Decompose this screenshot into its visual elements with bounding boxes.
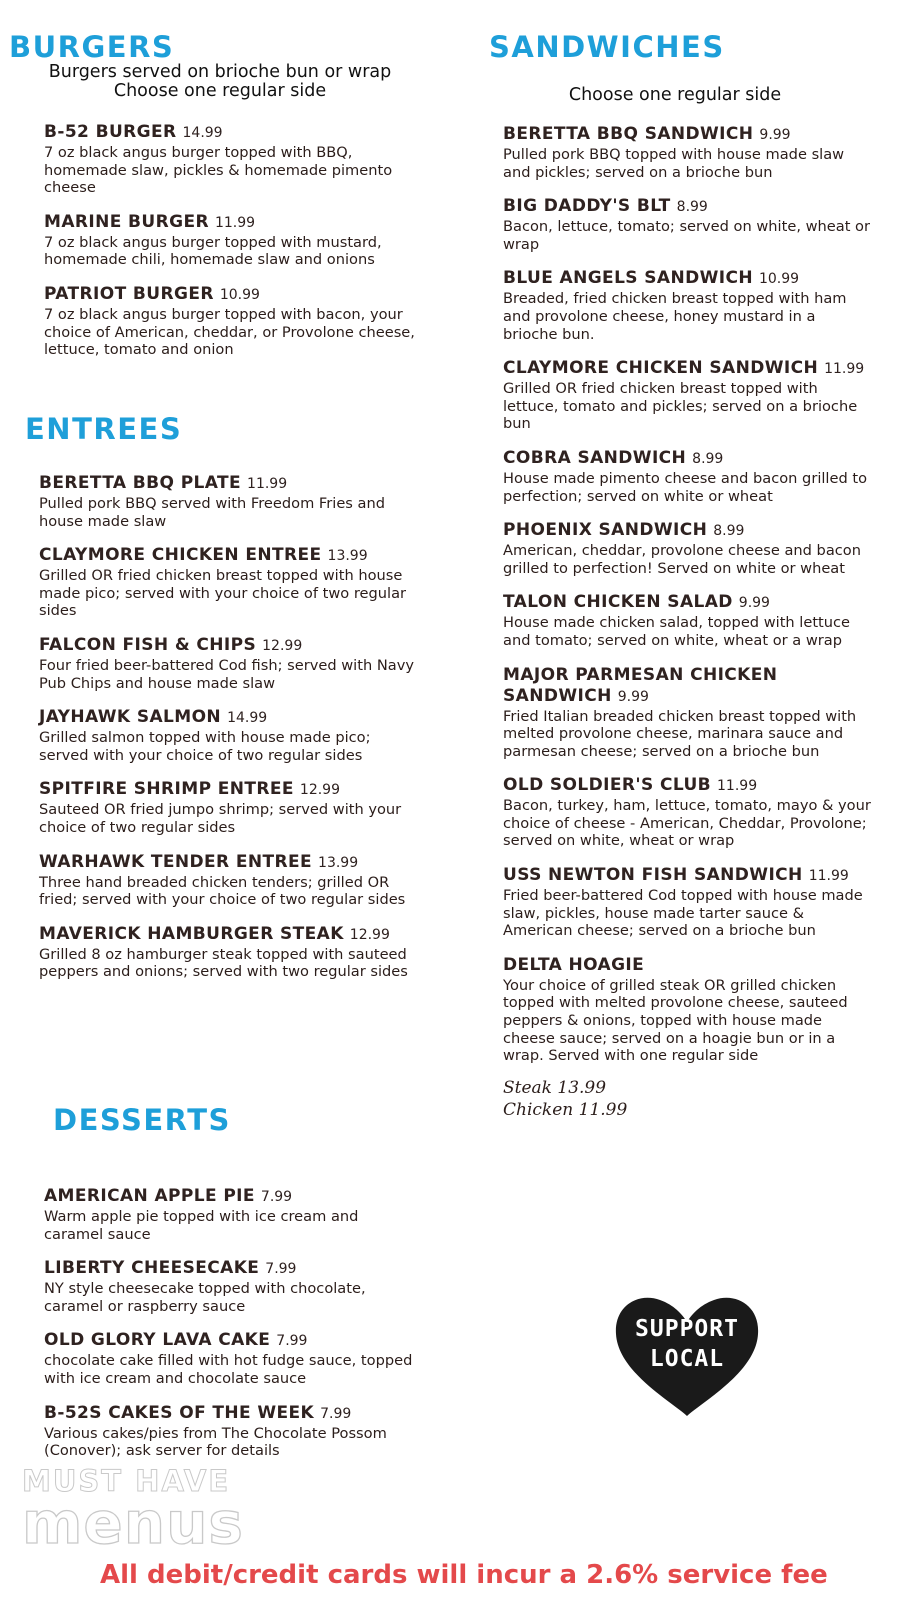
menu-item-description: Fried beer-battered Cod topped with house made slaw, pickles, house made tarter sauce & American cheese; served on a brioche bun bbox=[503, 887, 863, 940]
menu-item-header bbox=[39, 779, 419, 801]
menu-item-description: Grilled OR fried chicken breast topped with lettuce, tomato and pickles; served on a brioche bun bbox=[503, 380, 858, 433]
burgers-subtitle-1: Burgers served on brioche bun or wrap bbox=[48, 62, 392, 82]
menu-item bbox=[503, 592, 873, 649]
menu-item-price: 11.99 bbox=[808, 868, 849, 885]
menu-item-price: 7.99 bbox=[265, 1261, 297, 1278]
menu-item-description: Four fried beer-battered Cod fish; served with Navy Pub Chips and house made slaw bbox=[39, 656, 414, 692]
desserts-title: DESSERTS bbox=[53, 1103, 231, 1137]
menu-item-description: Warm apple pie topped with ice cream and caramel sauce bbox=[44, 1208, 359, 1243]
menu-item-description: 7 oz black angus burger topped with mustard, homemade chili, homemade slaw and onions bbox=[44, 233, 382, 269]
menu-item-name: B-52 BURGER bbox=[44, 122, 177, 142]
menu-item bbox=[503, 520, 873, 577]
menu-item-description: Pulled pork BBQ topped with house made slaw and pickles; served on a brioche bun bbox=[503, 146, 845, 181]
menu-item bbox=[44, 1330, 419, 1387]
watermark-bottom: menus bbox=[22, 1489, 244, 1557]
menu-item-price: 8.99 bbox=[713, 523, 745, 540]
menu-item bbox=[39, 924, 419, 981]
menu-item bbox=[44, 1258, 419, 1315]
menu-item-name: WARHAWK TENDER ENTREE bbox=[39, 851, 313, 872]
menu-item-header bbox=[503, 448, 873, 470]
watermark-top: MUST HAVE bbox=[22, 1464, 231, 1498]
menu-item-description: Your choice of grilled steak OR grilled chicken topped with melted provolone cheese, sauteed peppers & onions, topped with house made cheese sauce; served on a hoagie bun or in a wrap. Served with one regular side bbox=[503, 976, 848, 1065]
menu-item bbox=[44, 284, 416, 359]
menu-item-name: BERETTA BBQ PLATE bbox=[39, 473, 242, 493]
menu-item-name: BERETTA BBQ SANDWICH bbox=[503, 124, 754, 144]
menu-item-price: 11.99 bbox=[824, 361, 865, 378]
menu-item-description: House made pimento cheese and bacon grilled to perfection; served on white or wheat bbox=[503, 469, 868, 505]
menu-item bbox=[503, 865, 873, 940]
menu-item-header bbox=[39, 473, 419, 495]
menu-item-header bbox=[503, 665, 873, 708]
menu-item bbox=[503, 775, 873, 850]
menu-item-header bbox=[44, 122, 416, 144]
menu-item bbox=[44, 122, 416, 197]
menu-item-name: OLD SOLDIER'S CLUB bbox=[503, 775, 712, 796]
menu-item-description: Grilled salmon topped with house made pico; served with your choice of two regular sides bbox=[39, 729, 371, 764]
menu-item-description: Grilled 8 oz hamburger steak topped with sauteed peppers and onions; served with two regular sides bbox=[39, 945, 408, 981]
menu-item-description: chocolate cake filled with hot fudge sauce, topped with ice cream and chocolate sauce bbox=[44, 1352, 413, 1387]
menu-item bbox=[39, 473, 419, 530]
menu-item-header bbox=[503, 196, 873, 218]
menu-item-name: CLAYMORE CHICKEN SANDWICH bbox=[503, 358, 819, 379]
menu-item-name: MARINE BURGER bbox=[44, 211, 209, 232]
menu-item-header bbox=[39, 545, 419, 567]
menu-item-name: LIBERTY CHEESECAKE bbox=[44, 1258, 260, 1279]
menu-item-description: 7 oz black angus burger topped with BBQ, homemade slaw, pickles & homemade pimento cheese bbox=[44, 144, 393, 197]
menu-item bbox=[503, 358, 873, 433]
menu-item-header bbox=[44, 284, 416, 306]
menu-item-header bbox=[39, 924, 419, 946]
menu-item-price: 9.99 bbox=[617, 688, 649, 705]
menu-item-name: BLUE ANGELS SANDWICH bbox=[503, 268, 753, 289]
sandwiches-subtitle: Choose one regular side bbox=[568, 85, 782, 105]
menu-item-description: Sauteed OR fried jumpo shrimp; served with your choice of two regular sides bbox=[39, 801, 402, 836]
menu-item bbox=[503, 124, 873, 181]
menu-item-name: TALON CHICKEN SALAD bbox=[503, 592, 733, 613]
menu-item-header bbox=[44, 1258, 419, 1280]
menu-item-price: 11.99 bbox=[247, 476, 288, 492]
menu-item bbox=[503, 196, 873, 253]
menu-item-description: 7 oz black angus burger topped with bacon, your choice of American, cheddar, or Provolone cheese, lettuce, tomato and onion bbox=[44, 305, 415, 359]
delta-chicken-price: Chicken 11.99 bbox=[503, 1100, 628, 1120]
menu-item-header bbox=[44, 1186, 419, 1208]
menu-item-price: 11.99 bbox=[214, 214, 256, 231]
sandwiches-list bbox=[503, 124, 873, 1080]
menu-item bbox=[503, 665, 873, 761]
menu-item-price: 13.99 bbox=[327, 548, 368, 565]
menu-item-header bbox=[44, 212, 416, 234]
menu-item bbox=[39, 852, 419, 909]
menu-item-price: 10.99 bbox=[219, 286, 260, 303]
menu-item bbox=[39, 545, 419, 620]
menu-item-price: 12.99 bbox=[299, 782, 341, 799]
menu-item-price: 9.99 bbox=[738, 595, 770, 612]
sandwiches-title: SANDWICHES bbox=[489, 30, 725, 64]
menu-item bbox=[503, 955, 873, 1065]
menu-item-header bbox=[503, 520, 873, 542]
menu-item-name: DELTA HOAGIE bbox=[503, 954, 645, 975]
menu-item-name: SPITFIRE SHRIMP ENTREE bbox=[39, 779, 294, 800]
menu-item-name: AMERICAN APPLE PIE bbox=[44, 1186, 255, 1206]
menu-item-description: House made chicken salad, topped with lettuce and tomato; served on white, wheat or a wrap bbox=[503, 614, 851, 649]
menu-item-name: OLD GLORY LAVA CAKE bbox=[44, 1330, 271, 1351]
menu-item-header bbox=[39, 852, 419, 874]
support-local-badge bbox=[612, 1294, 762, 1420]
menu-item-price: 12.99 bbox=[349, 926, 390, 943]
burgers-title: BURGERS bbox=[9, 30, 175, 64]
menu-item-price: 8.99 bbox=[692, 450, 724, 467]
menu-item-name: CLAYMORE CHICKEN ENTREE bbox=[39, 545, 322, 566]
menu-item bbox=[39, 635, 419, 692]
watermark-logo bbox=[22, 1466, 282, 1558]
menu-item bbox=[44, 1403, 419, 1460]
menu-item-name: PATRIOT BURGER bbox=[44, 283, 214, 304]
service-fee-notice: All debit/credit cards will incur a 2.6% service fee bbox=[100, 1560, 828, 1590]
menu-item-price: 9.99 bbox=[759, 127, 791, 143]
menu-item-price: 7.99 bbox=[320, 1405, 352, 1422]
menu-item-description: Three hand breaded chicken tenders; grilled OR fried; served with your choice of two regular sides bbox=[39, 873, 406, 909]
menu-item-name: USS NEWTON FISH SANDWICH bbox=[503, 865, 803, 886]
menu-item-price: 7.99 bbox=[276, 1333, 308, 1350]
menu-item-name: BIG DADDY'S BLT bbox=[503, 196, 671, 217]
menu-item-header bbox=[39, 707, 419, 729]
menu-item-name: COBRA SANDWICH bbox=[503, 447, 687, 468]
menu-item-name: MAJOR PARMESAN CHICKEN SANDWICH bbox=[503, 664, 778, 706]
menu-item-header bbox=[503, 268, 873, 290]
menu-item-description: Grilled OR fried chicken breast topped with house made pico; served with your choice of two regular sides bbox=[39, 567, 407, 620]
support-text: SUPPORT bbox=[635, 1316, 739, 1342]
delta-steak-price: Steak 13.99 bbox=[503, 1078, 607, 1098]
menu-item-price: 11.99 bbox=[717, 778, 758, 795]
entrees-title: ENTREES bbox=[25, 412, 183, 446]
menu-item-name: JAYHAWK SALMON bbox=[39, 707, 222, 728]
menu-item bbox=[44, 1186, 419, 1243]
menu-item-name: B-52S CAKES OF THE WEEK bbox=[44, 1402, 315, 1423]
menu-item-description: Various cakes/pies from The Chocolate Possom (Conover); ask server for details bbox=[44, 1424, 387, 1460]
menu-item-header bbox=[39, 635, 419, 657]
desserts-list bbox=[44, 1186, 419, 1475]
menu-item-price: 12.99 bbox=[262, 637, 303, 654]
menu-item-price: 14.99 bbox=[182, 125, 223, 141]
menu-item-price: 13.99 bbox=[318, 854, 359, 871]
menu-item-description: Bacon, turkey, ham, lettuce, tomato, mayo & your choice of cheese - American, Cheddar, Provolone; served on white, wheat or wrap bbox=[503, 797, 871, 850]
menu-item-header bbox=[503, 775, 873, 797]
menu-item-header bbox=[44, 1330, 419, 1352]
menu-item-description: Fried Italian breaded chicken breast topped with melted provolone cheese, marinara sauce and parmesan cheese; served on a brioche bun bbox=[503, 707, 857, 760]
menu-item bbox=[44, 212, 416, 269]
menu-item-header bbox=[503, 865, 873, 887]
menu-item-header bbox=[503, 955, 873, 977]
menu-item-name: PHOENIX SANDWICH bbox=[503, 520, 708, 541]
menu-item-price: 8.99 bbox=[676, 199, 708, 216]
menu-item-header bbox=[44, 1403, 419, 1425]
menu-item bbox=[503, 448, 873, 505]
entrees-list bbox=[39, 473, 419, 996]
menu-item-header bbox=[503, 358, 873, 380]
menu-item-description: American, cheddar, provolone cheese and bacon grilled to perfection! Served on white or wheat bbox=[503, 542, 861, 577]
menu-item-name: MAVERICK HAMBURGER STEAK bbox=[39, 923, 344, 944]
menu-item-price: 10.99 bbox=[758, 271, 800, 288]
menu-item-header bbox=[503, 124, 873, 146]
menu-item bbox=[39, 779, 419, 836]
menu-item bbox=[503, 268, 873, 343]
local-text: LOCAL bbox=[649, 1346, 725, 1372]
menu-item-price: 14.99 bbox=[227, 710, 268, 727]
burgers-list bbox=[44, 122, 416, 374]
menu-item-name: FALCON FISH & CHIPS bbox=[39, 634, 257, 655]
menu-item-description: Pulled pork BBQ served with Freedom Fries and house made slaw bbox=[39, 495, 385, 530]
menu-item-description: Breaded, fried chicken breast topped with ham and provolone cheese, honey mustard in a brioche bun. bbox=[503, 290, 847, 343]
menu-item-price: 7.99 bbox=[260, 1189, 293, 1205]
menu-item-description: NY style cheesecake topped with chocolate, caramel or raspberry sauce bbox=[44, 1280, 366, 1315]
menu-item bbox=[39, 707, 419, 764]
burgers-subtitle-2: Choose one regular side bbox=[113, 81, 327, 101]
menu-item-header bbox=[503, 592, 873, 614]
menu-item-description: Bacon, lettuce, tomato; served on white, wheat or wrap bbox=[503, 218, 870, 253]
